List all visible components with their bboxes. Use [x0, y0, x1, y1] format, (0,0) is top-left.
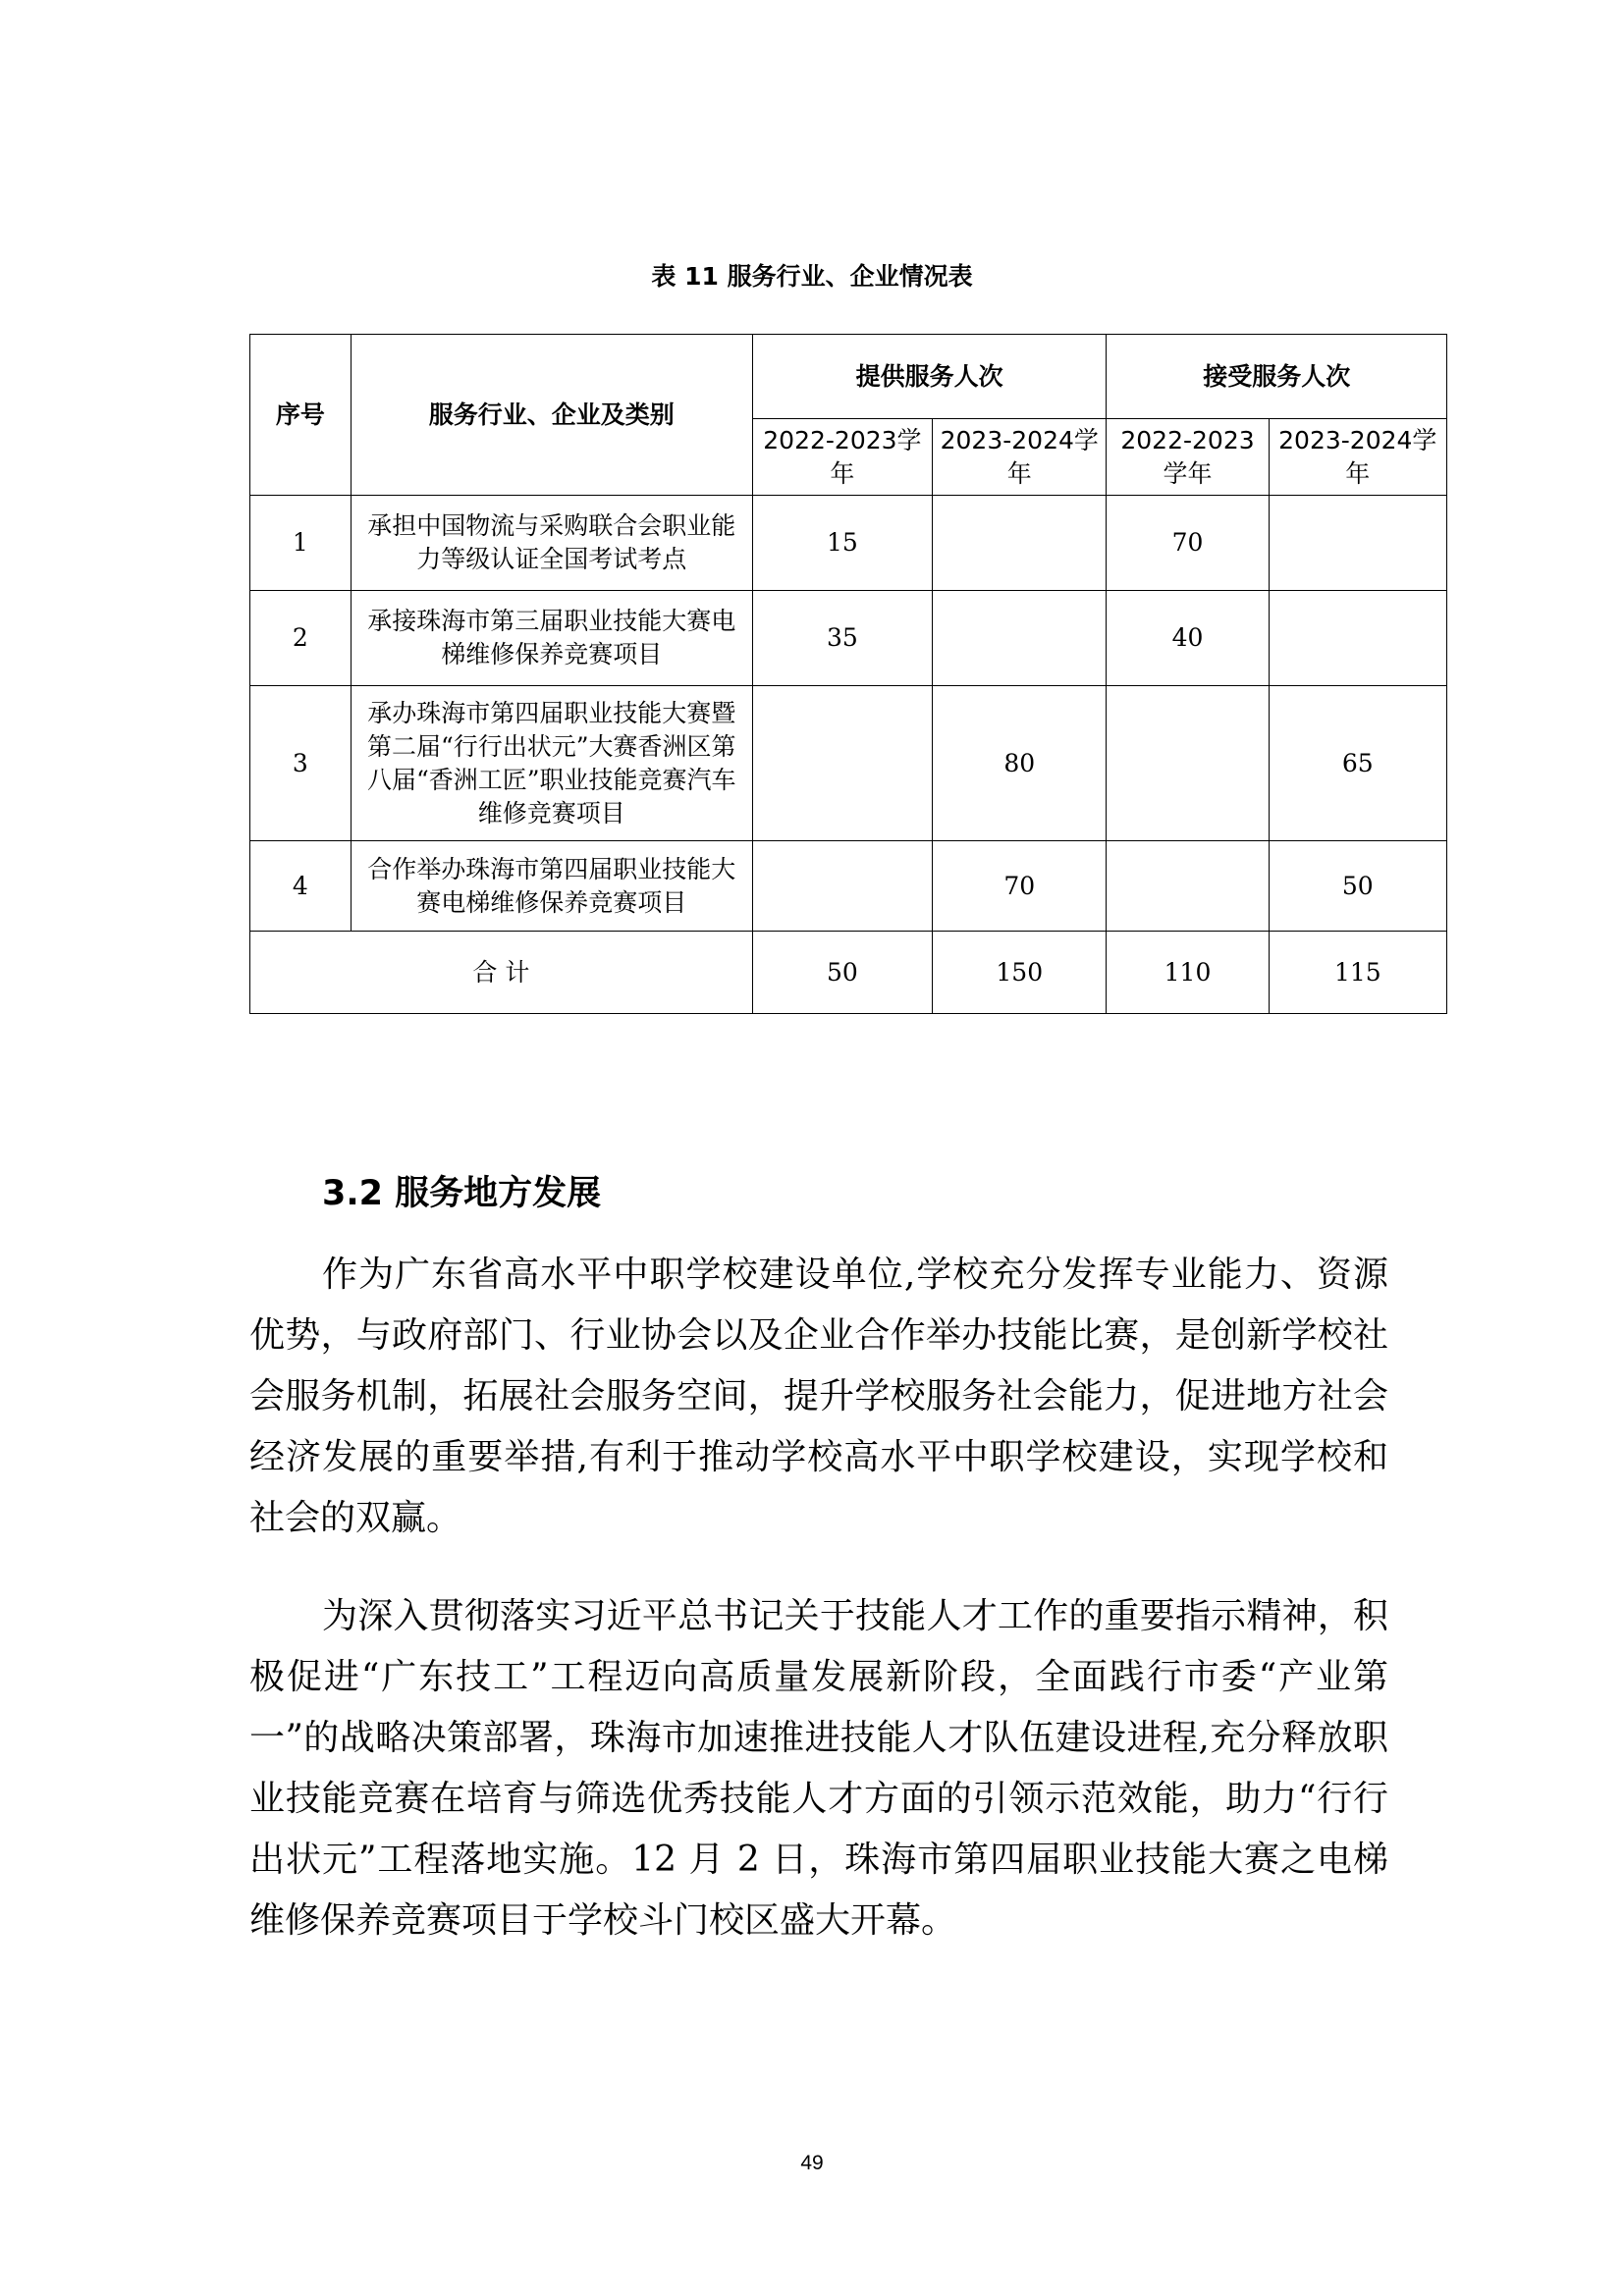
header-received: 接受服务人次 [1107, 335, 1447, 419]
total-label: 合 计 [250, 932, 753, 1014]
total-received-2022: 110 [1107, 932, 1269, 1014]
cell-provided-2022 [752, 686, 932, 841]
header-year-2023: 2023-2024学年 [933, 419, 1107, 496]
table-row [250, 686, 1447, 841]
header-year-2022: 2022-2023学年 [752, 419, 932, 496]
cell-provided-2023: 70 [933, 841, 1107, 932]
body-paragraph: 作为广东省高水平中职学校建设单位,学校充分发挥专业能力、资源优势，与政府部门、行业协会以及企业合作举办技能比赛，是创新学校社会服务机制，拓展社会服务空间，提升学校服务社会能力，促进地方社会经济发展的重要举措,有利于推动学校高水平中职学校建设，实现学校和社会的双赢。 [249, 1255, 1388, 1538]
cell-provided-2023 [933, 591, 1107, 686]
cell-received-2022 [1107, 686, 1269, 841]
cell-name: 承办珠海市第四届职业技能大赛暨第二届“行行出状元”大赛香洲区第八届“香洲工匠”职业技能竞赛汽车维修竞赛项目 [351, 686, 752, 841]
page-number: 49 [800, 2152, 824, 2174]
header-year-2022: 2022-2023学年 [1107, 419, 1269, 496]
total-provided-2022: 50 [752, 932, 932, 1014]
header-row [250, 335, 1447, 419]
cell-received-2022: 70 [1107, 496, 1269, 591]
table-row [250, 496, 1447, 591]
header-seq: 序号 [250, 335, 352, 496]
service-table [249, 334, 1447, 1014]
section-heading: 3.2 服务地方发展 [322, 1174, 602, 1213]
total-received-2023: 115 [1269, 932, 1446, 1014]
table-row [250, 841, 1447, 932]
cell-received-2022 [1107, 841, 1269, 932]
total-row [250, 932, 1447, 1014]
body-paragraph: 为深入贯彻落实习近平总书记关于技能人才工作的重要指示精神，积极促进“广东技工”工程迈向高质量发展新阶段，全面践行市委“产业第一”的战略决策部署，珠海市加速推进技能人才队伍建设进程,充分释放职业技能竞赛在培育与筛选优秀技能人才方面的引领示范效能，助力“行行出状元”工程落地实施。12 月 2 日，珠海市第四届职业技能大赛之电梯维修保养竞赛项目于学校斗门校区盛大开幕。 [249, 1596, 1388, 1941]
cell-received-2022: 40 [1107, 591, 1269, 686]
cell-seq: 2 [250, 591, 352, 686]
cell-seq: 4 [250, 841, 352, 932]
cell-name: 承接珠海市第三届职业技能大赛电梯维修保养竞赛项目 [351, 591, 752, 686]
total-provided-2023: 150 [933, 932, 1107, 1014]
cell-seq: 1 [250, 496, 352, 591]
header-year-2023: 2023-2024学年 [1269, 419, 1446, 496]
cell-received-2023: 65 [1269, 686, 1446, 841]
cell-provided-2023: 80 [933, 686, 1107, 841]
cell-received-2023 [1269, 496, 1446, 591]
cell-received-2023 [1269, 591, 1446, 686]
cell-provided-2022: 15 [752, 496, 932, 591]
cell-provided-2022: 35 [752, 591, 932, 686]
header-provided: 提供服务人次 [752, 335, 1107, 419]
table-caption: 表 11 服务行业、企业情况表 [651, 262, 973, 291]
header-industry: 服务行业、企业及类别 [351, 335, 752, 496]
cell-provided-2023 [933, 496, 1107, 591]
cell-seq: 3 [250, 686, 352, 841]
cell-name: 承担中国物流与采购联合会职业能力等级认证全国考试考点 [351, 496, 752, 591]
table-row [250, 591, 1447, 686]
cell-provided-2022 [752, 841, 932, 932]
cell-received-2023: 50 [1269, 841, 1446, 932]
cell-name: 合作举办珠海市第四届职业技能大赛电梯维修保养竞赛项目 [351, 841, 752, 932]
